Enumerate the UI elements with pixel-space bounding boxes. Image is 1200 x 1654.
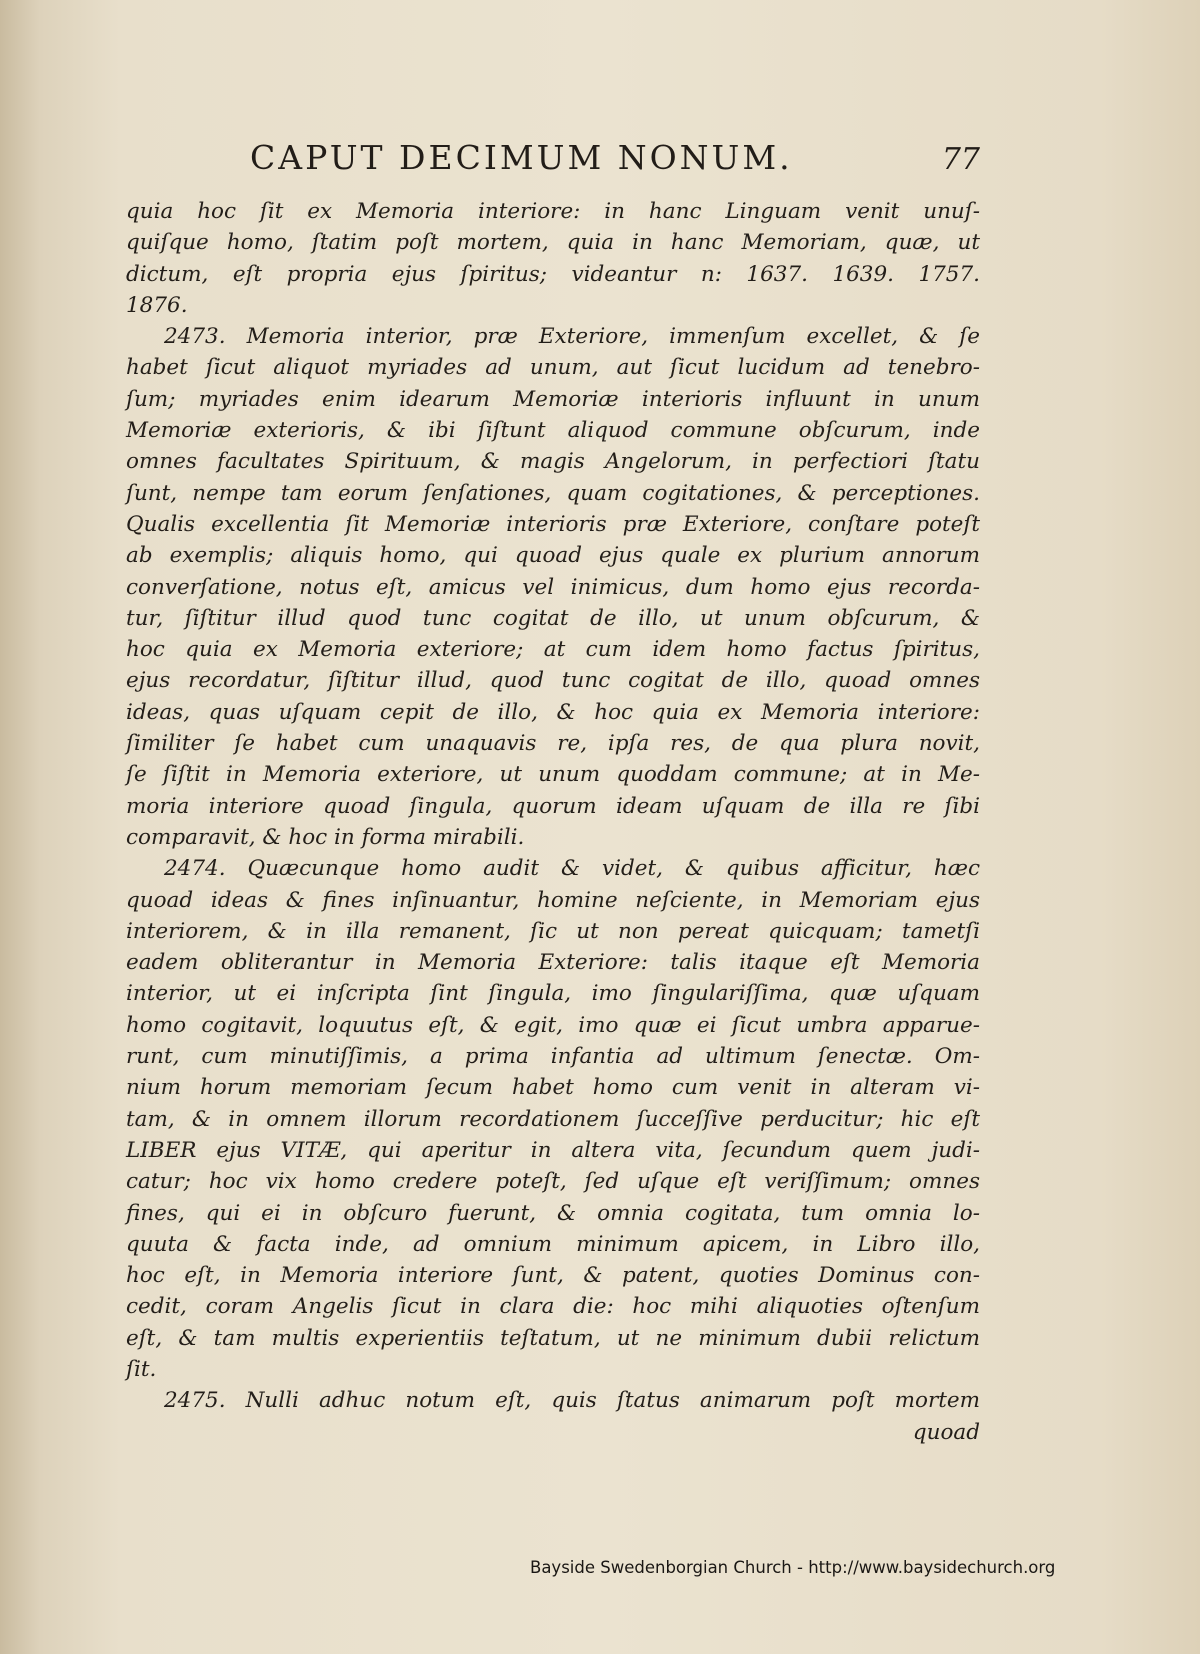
text-line: quoad ideas & fines inſinuantur, homine neſciente, in Memoriam ejus xyxy=(126,887,980,913)
running-header xyxy=(240,138,980,188)
text-line: omnes facultates Spirituum, & magis Angelorum, in perfectiori ſtatu xyxy=(126,449,980,475)
text-line: comparavit, & hoc in forma mirabili. xyxy=(126,824,525,850)
text-line: quuta & facta inde, ad omnium minimum apicem, in Libro illo, xyxy=(126,1231,980,1257)
text-line: ſit. xyxy=(126,1356,157,1382)
text-line: eſt, & tam multis experientiis teſtatum, ut ne minimum dubii relictum xyxy=(126,1325,980,1351)
paragraph-start: 2473. Memoria interior, præ Exteriore, immenſum excellet, & ſe xyxy=(164,324,980,350)
text-line: interiorem, & in illa remanent, ſic ut non pereat quicquam; tametſi xyxy=(126,918,980,944)
text-line: LIBER ejus VITÆ, qui aperitur in altera vita, ſecundum quem judi- xyxy=(126,1137,980,1163)
text-line: habet ſicut aliquot myriades ad unum, aut ſicut lucidum ad tenebro- xyxy=(126,355,980,381)
catchword: quoad xyxy=(912,1419,980,1445)
text-line: Qualis excellentia ſit Memoriæ interioris præ Exteriore, conſtare poteſt xyxy=(126,511,980,537)
text-line: eadem obliterantur in Memoria Exteriore: talis itaque eſt Memoria xyxy=(126,950,980,976)
text-line: Memoriæ exterioris, & ibi ſiſtunt aliquod commune obſcurum, inde xyxy=(126,418,980,444)
text-line: moria interiore quoad ſingula, quorum ideam uſquam de illa re ſibi xyxy=(126,793,980,819)
text-line: ſunt, nempe tam eorum ſenſationes, quam cogitationes, & perceptiones. xyxy=(126,480,980,506)
chapter-title: CAPUT DECIMUM NONUM. xyxy=(250,138,793,177)
text-line: tam, & in omnem illorum recordationem ſucceſſive perducitur; hic eſt xyxy=(126,1106,980,1132)
text-line: hoc quia ex Memoria exteriore; at cum idem homo factus ſpiritus, xyxy=(126,637,980,663)
text-line: quia hoc ſit ex Memoria interiore: in hanc Linguam venit unuſ- xyxy=(126,199,980,224)
text-line: ideas, quas uſquam cepit de illo, & hoc quia ex Memoria interiore: xyxy=(126,699,980,725)
text-line: ab exemplis; aliquis homo, qui quoad ejus quale ex plurium annorum xyxy=(126,543,980,569)
text-line: quiſque homo, ſtatim poſt mortem, quia in hanc Memoriam, quæ, ut xyxy=(126,230,980,256)
text-line: interior, ut ei inſcripta ſint ſingula, imo ſingulariſſima, quæ uſquam xyxy=(126,981,980,1007)
text-line: ſum; myriades enim idearum Memoriæ interioris influunt in unum xyxy=(126,386,980,412)
text-line: runt, cum minutiſſimis, a prima infantia ad ultimum ſenectæ. Om- xyxy=(126,1044,980,1070)
text-line: fines, qui ei in obſcuro fuerunt, & omnia cogitata, tum omnia lo- xyxy=(126,1200,980,1226)
text-line: catur; hoc vix homo credere poteſt, ſed uſque eſt veriſſimum; omnes xyxy=(126,1169,980,1195)
source-credit: Bayside Swedenborgian Church - http://www.baysidechurch.org xyxy=(530,1558,1056,1577)
text-line: nium horum memoriam ſecum habet homo cum venit in alteram vi- xyxy=(126,1075,980,1101)
page-number: 77 xyxy=(941,142,980,177)
text-line: cedit, coram Angelis ſicut in clara die: hoc mihi aliquoties oſtenſum xyxy=(126,1294,980,1320)
paragraph-start: 2475. Nulli adhuc notum eſt, quis ſtatus animarum poſt mortem xyxy=(164,1388,980,1414)
text-line: ejus recordatur, ſiſtitur illud, quod tunc cogitat de illo, quoad omnes xyxy=(126,668,980,694)
text-line: 1876. xyxy=(126,292,188,318)
text-line: hoc eſt, in Memoria interiore ſunt, & patent, quoties Dominus con- xyxy=(126,1263,980,1289)
text-line: homo cogitavit, loquutus eſt, & egit, imo quæ ei ſicut umbra apparue- xyxy=(126,1012,980,1038)
text-line: tur, ſiſtitur illud quod tunc cogitat de illo, ut unum obſcurum, & xyxy=(126,605,980,631)
text-line: ſimiliter ſe habet cum unaquavis re, ipſa res, de qua plura novit, xyxy=(126,731,980,757)
text-line: converſatione, notus eſt, amicus vel inimicus, dum homo ejus recorda- xyxy=(126,574,980,600)
paragraph-start: 2474. Quæcunque homo audit & videt, & quibus afficitur, hæc xyxy=(164,856,980,882)
text-line: ſe ſiſtit in Memoria exteriore, ut unum quoddam commune; at in Me- xyxy=(126,762,980,788)
body-text xyxy=(126,196,980,1448)
text-line: dictum, eſt propria ejus ſpiritus; videantur n: 1637. 1639. 1757. xyxy=(126,261,980,287)
